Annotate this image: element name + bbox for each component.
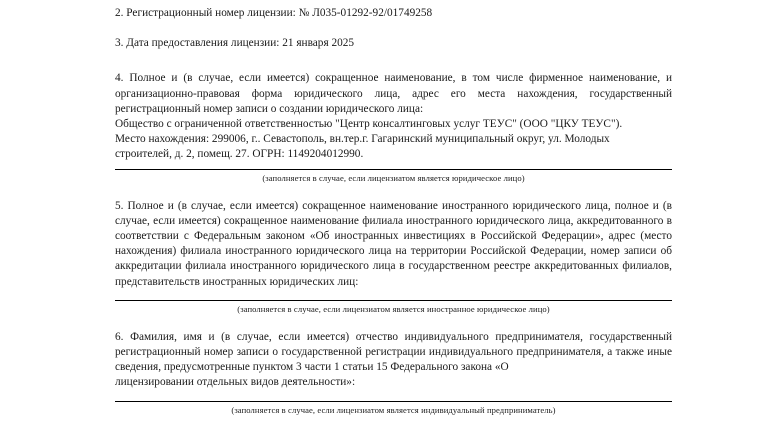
item-5-heading: 5. Полное и (в случае, если имеется) сокращенное наименование иностранного юридического лица, полное и (в случае, если имеется) сокращенное наименование филиала иностранного юридического лица, аккредитованного в соответствии с Федеральным законом «Об иностранных инвестициях в Российской Федерации», адрес (место нахождения) филиала иностранного юридического лица на территории Российской Федерации, номер записи об аккредитации филиала иностранного юридического лица в государственном реестре аккредитованных филиалов, представительств иностранных юридических лиц: [115, 199, 672, 288]
spacer-after-item-2 [115, 21, 672, 36]
spacer-after-item-3 [115, 51, 672, 71]
text-column [115, 0, 672, 416]
item-6-heading: 6. Фамилия, имя и (в случае, если имеется) отчество индивидуального предпринимателя, государственный регистрационный номер записи о государственной регистрации индивидуального предпринимателя, а также иные сведения, предусмотренные пунктом 3 части 1 статьи 15 Федерального закона «О [115, 330, 672, 374]
item-4-caption: (заполняется в случае, если лицензиатом является юридическое лицо) [262, 172, 525, 183]
item-4-value-line-1: Общество с ограниченной ответственностью "Центр консалтинговых услуг ТЕУС" (ООО "ЦКУ ТЕУС"). [115, 118, 623, 131]
spacer-before-rule-2 [115, 290, 672, 300]
spacer-after-item-5 [115, 315, 672, 330]
item-4-value-line-3: строителей, д. 2, помещ. 27. ОГРН: 1149204012990. [115, 148, 364, 161]
spacer-after-item-4 [115, 184, 672, 199]
item-2-registration-number: 2. Регистрационный номер лицензии: № Л035-01292-92/01749258 [115, 7, 433, 19]
item-4-value-line-2: Место нахождения: 299006, г.. Севастополь, вн.тер.г. Гагаринский муниципальный округ, ул. Молодых [115, 133, 610, 146]
item-6-heading-last-line: лицензировании отдельных видов деятельности»: [115, 376, 356, 389]
spacer-before-rule-3 [115, 391, 672, 401]
item-5-caption: (заполняется в случае, если лицензиатом является иностранное юридическое лицо) [237, 303, 550, 314]
item-4-heading: 4. Полное и (в случае, если имеется) сокращенное наименование, в том числе фирменное наименование, и организационно-правовая форма юридического лица, адрес его места нахождения, государственный регистрационный номер записи о создании юридического лица: [115, 72, 672, 115]
item-3-license-date: 3. Дата предоставления лицензии: 21 января 2025 [115, 37, 355, 50]
item-6-caption: (заполняется в случае, если лицензиатом является индивидуальный предприниматель) [231, 404, 556, 415]
